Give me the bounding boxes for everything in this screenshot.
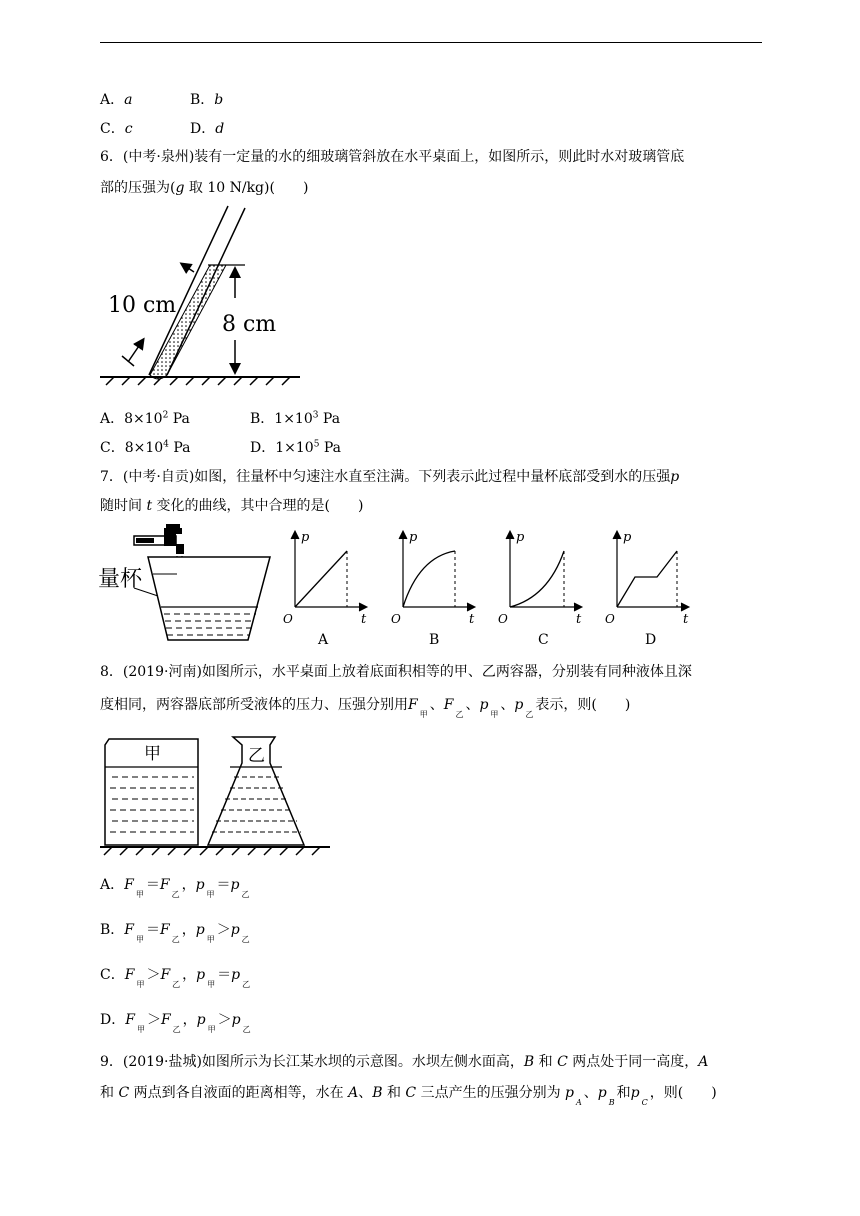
q7-stem-line2: 随时间 t 变化的曲线，其中合理的是( ) bbox=[100, 498, 364, 514]
q8-container-jia-label: 甲 bbox=[144, 744, 161, 764]
svg-text:O: O bbox=[391, 612, 401, 626]
q9-stem-line1: 9．(2019·盐城)如图所示为长江某水坝的示意图。水坝左侧水面高，B 和 C 两点处于同一高度，A bbox=[100, 1054, 709, 1070]
q8-stem-line1: 8．(2019·河南)如图所示，水平桌面上放着底面积相等的甲、乙两容器，分别装有同种液体且深 bbox=[100, 664, 692, 680]
svg-text:O: O bbox=[605, 612, 615, 626]
q8-container-yi-label: 乙 bbox=[248, 746, 265, 766]
svg-text:t: t bbox=[361, 612, 367, 627]
q6-option-c: C．$8\times 10^4$ Pa bbox=[100, 439, 191, 456]
q8-containers-figure bbox=[100, 733, 332, 858]
q6-length-label: 10 cm bbox=[108, 293, 177, 318]
q6-tube-figure bbox=[100, 200, 305, 385]
q6-stem-line1: 6．(中考·泉州)装有一定量的水的细玻璃管斜放在水平桌面上，如图所示，则此时水对玻璃管底 bbox=[100, 149, 685, 165]
q6-height-label: 8 cm bbox=[222, 312, 277, 337]
q7-stem-line1: 7．(中考·自贡)如图，往量杯中匀速注水直至注满。下列表示此过程中量杯底部受到水的压强p bbox=[100, 469, 680, 485]
q8-option-a: A．$F_甲=F_乙$，$p_甲=p_乙$ bbox=[100, 877, 250, 899]
q6-option-b: B．$1\times 10^3$ Pa bbox=[250, 410, 341, 427]
q7-graph-d bbox=[605, 527, 700, 647]
svg-text:t: t bbox=[683, 612, 689, 627]
q5-option-a: A．a bbox=[100, 92, 133, 108]
q7-cup-label: 量杯 bbox=[98, 567, 143, 592]
svg-text:p: p bbox=[409, 530, 418, 545]
header-rule bbox=[100, 42, 762, 43]
q7-graph-b bbox=[391, 527, 486, 647]
svg-text:p: p bbox=[301, 530, 310, 545]
q6-option-d: D．$1\times 10^5$ Pa bbox=[250, 439, 342, 456]
q7-cup-figure bbox=[98, 522, 280, 647]
q7-graph-label-b: B bbox=[429, 632, 440, 648]
q7-graph-a bbox=[283, 527, 378, 647]
q7-graph-label-c: C bbox=[538, 632, 549, 648]
q9-stem-line2: 和 C 两点到各自液面的距离相等，水在 A、B 和 C 三点产生的压强分别为 $p_A$、$p_B$和$p_C$，则( ) bbox=[100, 1085, 717, 1107]
svg-text:p: p bbox=[516, 530, 525, 545]
q5-option-c: C．c bbox=[100, 121, 133, 137]
q5-option-d: D．d bbox=[190, 121, 225, 137]
svg-text:O: O bbox=[498, 612, 508, 626]
q7-graph-c bbox=[498, 527, 593, 647]
svg-text:t: t bbox=[469, 612, 475, 627]
svg-text:t: t bbox=[576, 612, 582, 627]
svg-text:p: p bbox=[623, 530, 632, 545]
q7-graph-label-d: D bbox=[645, 632, 657, 648]
q7-graph-label-a: A bbox=[318, 632, 329, 648]
q6-stem-line2: 部的压强为(g 取 10 N/kg)( ) bbox=[100, 180, 309, 196]
q6-option-a: A．$8\times 10^2$ Pa bbox=[100, 410, 190, 427]
svg-text:O: O bbox=[283, 612, 293, 626]
q5-option-b: B．b bbox=[190, 92, 224, 108]
q8-option-b: B．$F_甲=F_乙$，$p_甲>p_乙$ bbox=[100, 922, 250, 944]
q8-option-d: D．$F_甲>F_乙$，$p_甲>p_乙$ bbox=[100, 1012, 251, 1034]
q8-option-c: C．$F_甲>F_乙$，$p_甲=p_乙$ bbox=[100, 967, 251, 989]
q8-stem-line2: 度相同，两容器底部所受液体的压力、压强分别用$F_甲$、$F_乙$、$p_甲$、$p_乙$表示，则( ) bbox=[100, 697, 631, 719]
